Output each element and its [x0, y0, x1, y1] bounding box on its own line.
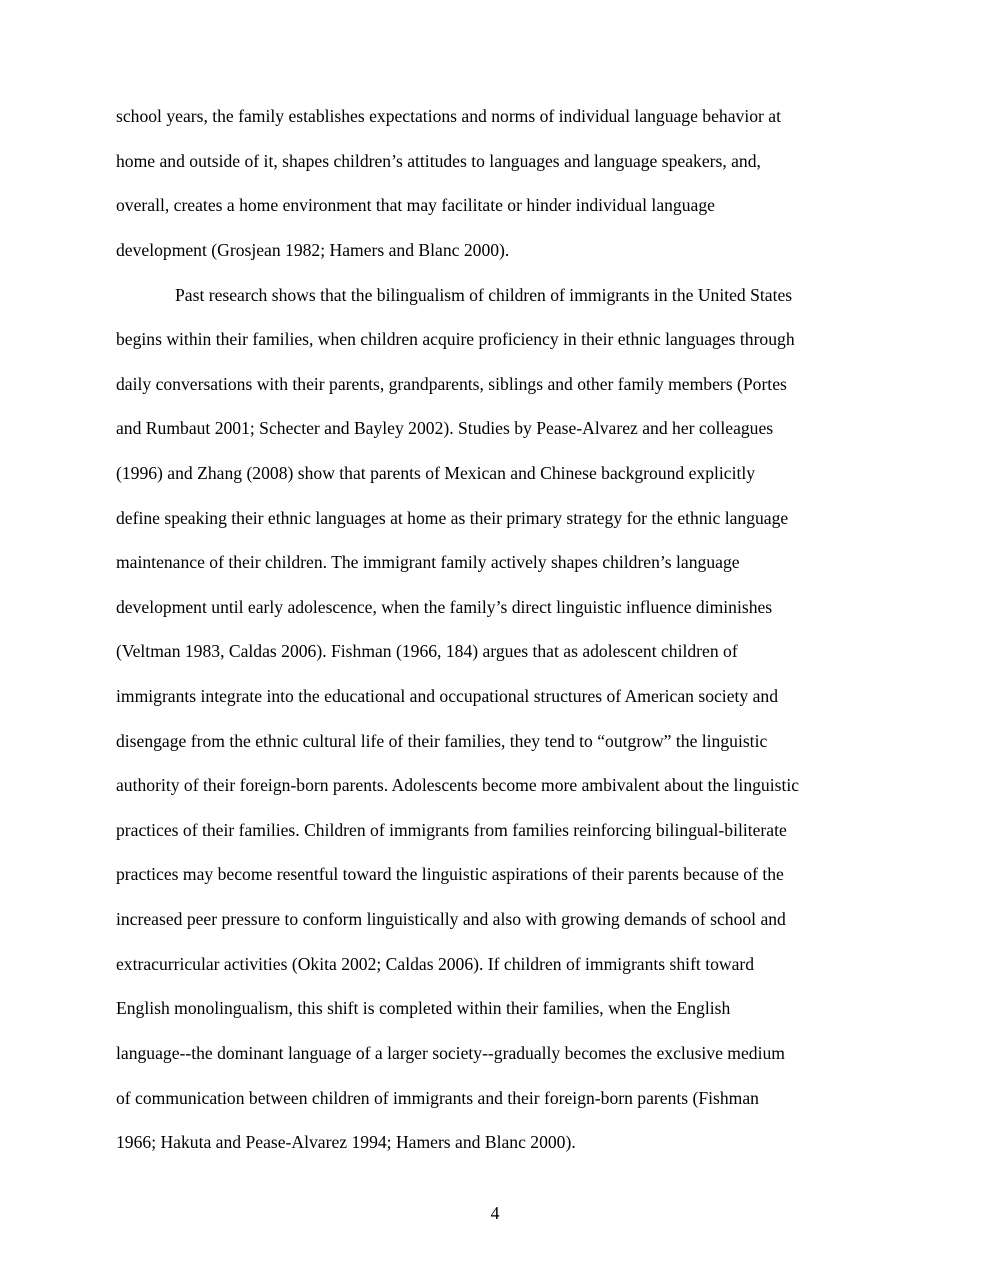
text-line: 1966; Hakuta and Pease-Alvarez 1994; Hamers and Blanc 2000).	[116, 1132, 576, 1152]
text-line: begins within their families, when children acquire proficiency in their ethnic languages through	[116, 329, 795, 349]
text-line: immigrants integrate into the educational and occupational structures of American society and	[116, 686, 778, 706]
page-number: 4	[490, 1203, 500, 1223]
text-line: home and outside of it, shapes children’s attitudes to languages and language speakers, and,	[116, 151, 761, 171]
text-line: define speaking their ethnic languages at home as their primary strategy for the ethnic language	[116, 508, 789, 528]
text-line: and Rumbaut 2001; Schecter and Bayley 2002). Studies by Pease-Alvarez and her colleagues	[116, 418, 774, 438]
text-line: authority of their foreign-born parents. Adolescents become more ambivalent about the linguistic	[116, 775, 800, 795]
text-line: disengage from the ethnic cultural life of their families, they tend to “outgrow” the linguistic	[116, 731, 768, 751]
text-line: English monolingualism, this shift is completed within their families, when the English	[116, 998, 731, 1018]
text-line: extracurricular activities (Okita 2002; Caldas 2006). If children of immigrants shift toward	[116, 954, 755, 974]
text-line: overall, creates a home environment that may facilitate or hinder individual language	[116, 195, 715, 215]
text-line: (1996) and Zhang (2008) show that parents of Mexican and Chinese background explicitly	[116, 463, 756, 483]
text-line: (Veltman 1983, Caldas 2006). Fishman (1966, 184) argues that as adolescent children of	[116, 641, 738, 661]
text-line: Past research shows that the bilingualism of children of immigrants in the United States	[175, 285, 793, 305]
text-line: language--the dominant language of a larger society--gradually becomes the exclusive medium	[116, 1043, 785, 1063]
text-line: daily conversations with their parents, grandparents, siblings and other family members (Portes	[116, 374, 787, 394]
text-line: practices of their families. Children of immigrants from families reinforcing bilingual-biliterate	[116, 820, 787, 840]
text-line: development until early adolescence, when the family’s direct linguistic influence diminishes	[116, 597, 773, 617]
text-line: of communication between children of immigrants and their foreign-born parents (Fishman	[116, 1088, 759, 1108]
text-line: increased peer pressure to conform linguistically and also with growing demands of school and	[116, 909, 786, 929]
text-line: maintenance of their children. The immigrant family actively shapes children’s language	[116, 552, 740, 572]
text-line: development (Grosjean 1982; Hamers and Blanc 2000).	[116, 240, 510, 260]
text-line: school years, the family establishes expectations and norms of individual language behavior at	[116, 106, 781, 126]
text-line: practices may become resentful toward the linguistic aspirations of their parents because of the	[116, 864, 784, 884]
